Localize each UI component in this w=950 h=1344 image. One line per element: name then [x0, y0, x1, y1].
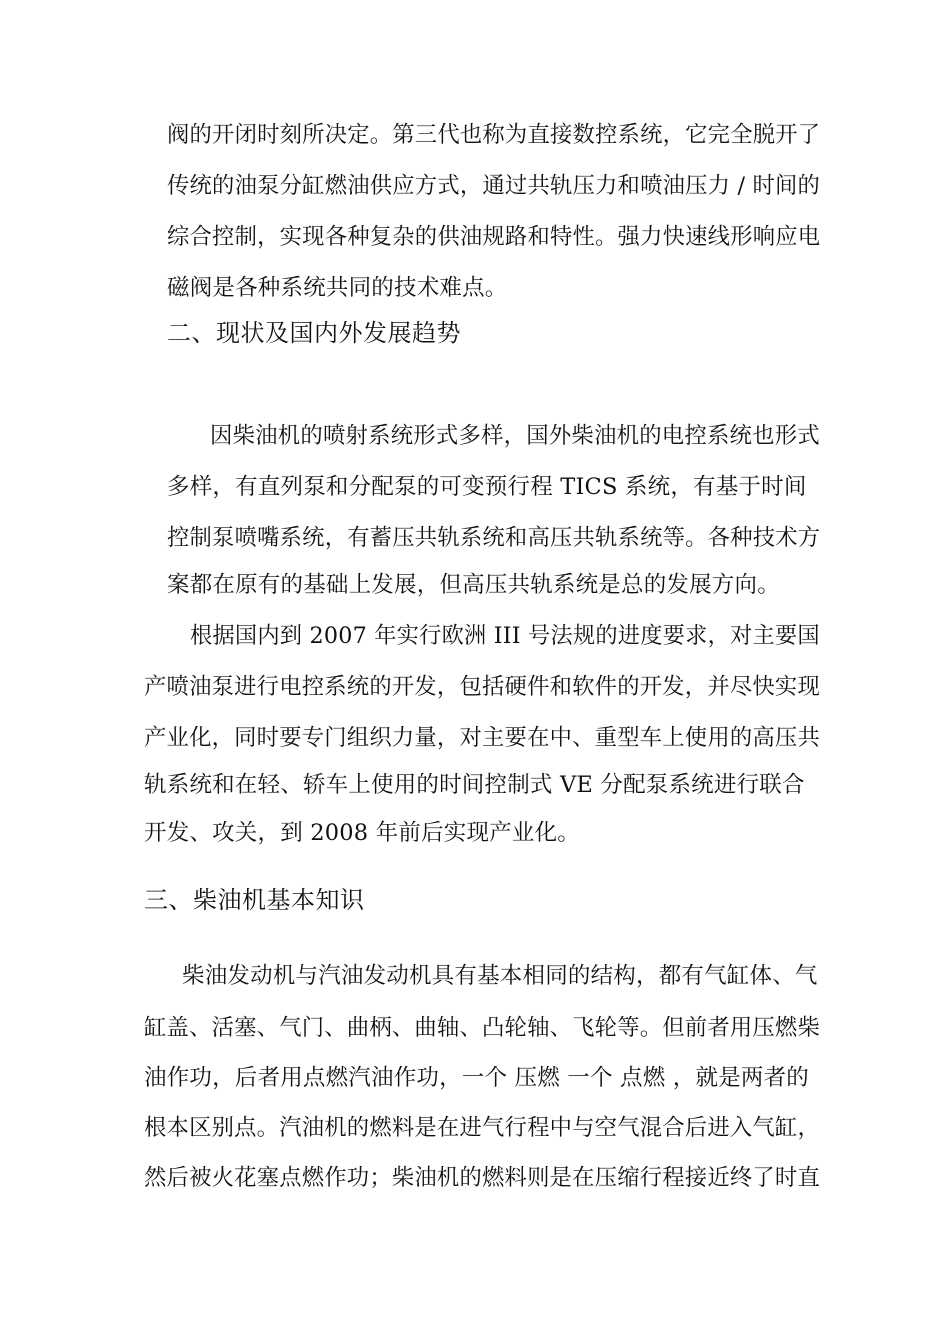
- paragraph-line: 传统的油泵分缸燃油供应方式，通过共轨压力和喷油压力 / 时间的: [167, 173, 821, 199]
- paragraph-line: 产业化，同时要专门组织力量，对主要在中、重型车上使用的高压共: [144, 725, 821, 751]
- paragraph-line: 开发、攻关，到 2008 年前后实现产业化。: [144, 820, 580, 846]
- paragraph-line: 多样，有直列泵和分配泵的可变预行程 TICS 系统，有基于时间: [167, 474, 807, 500]
- paragraph-line: 控制泵喷嘴系统，有蓄压共轨系统和高压共轨系统等。各种技术方: [167, 525, 821, 551]
- paragraph-line: 产喷油泵进行电控系统的开发，包括硬件和软件的开发，并尽快实现: [144, 674, 821, 700]
- paragraph-line: 综合控制，实现各种复杂的供油规路和特性。强力快速线形响应电: [167, 224, 821, 250]
- paragraph-line: 然后被火花塞点燃作功；柴油机的燃料则是在压缩行程接近终了时直: [144, 1165, 821, 1191]
- paragraph-line: 柴油发动机与汽油发动机具有基本相同的结构，都有气缸体、气: [182, 963, 818, 989]
- paragraph-line: 根据国内到 2007 年实行欧洲 III 号法规的进度要求，对主要国: [190, 623, 820, 649]
- paragraph-line: 案都在原有的基础上发展，但高压共轨系统是总的发展方向。: [167, 572, 780, 598]
- paragraph-line: 磁阀是各种系统共同的技术难点。: [167, 275, 508, 301]
- paragraph-line: 因柴油机的喷射系统形式多样，国外柴油机的电控系统也形式: [210, 423, 820, 449]
- paragraph-line: 缸盖、活塞、气门、曲柄、曲轴、凸轮轴、飞轮等。但前者用压燃柴: [144, 1015, 821, 1041]
- paragraph-line: 阀的开闭时刻所决定。第三代也称为直接数控系统，它完全脱开了: [167, 122, 821, 148]
- section-heading-2: 二、现状及国内外发展趋势: [167, 319, 461, 347]
- paragraph-line: 根本区别点。汽油机的燃料是在进气行程中与空气混合后进入气缸，: [144, 1115, 821, 1141]
- section-heading-3: 三、柴油机基本知识: [144, 886, 365, 914]
- paragraph-line: 油作功，后者用点燃汽油作功，一个 压燃 一个 点燃 ，就是两者的: [144, 1065, 810, 1091]
- paragraph-line: 轨系统和在轻、轿车上使用的时间控制式 VE 分配泵系统进行联合: [144, 772, 805, 798]
